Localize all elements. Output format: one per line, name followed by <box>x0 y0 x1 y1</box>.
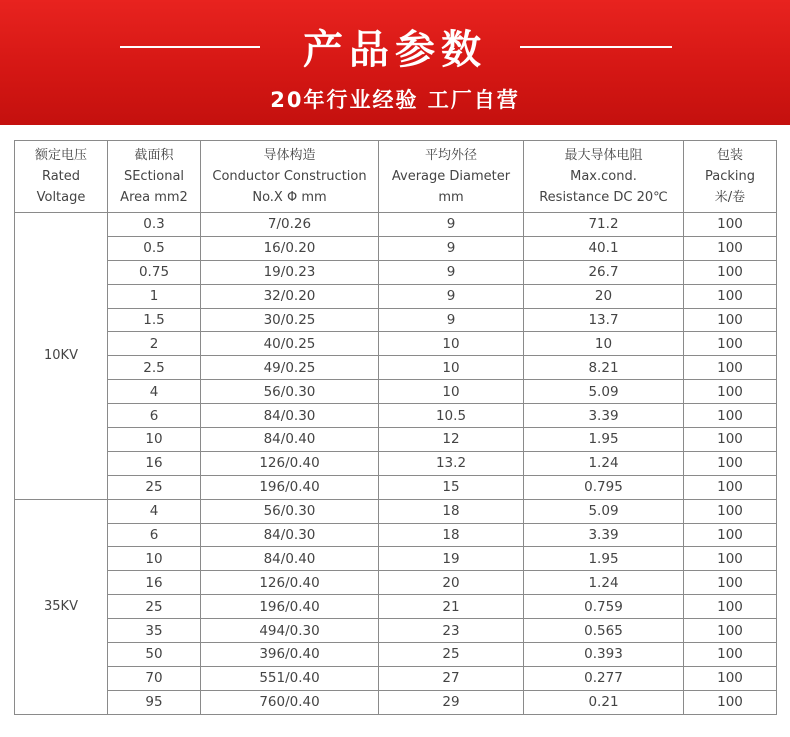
cell-sectional-area: 1 <box>108 284 201 308</box>
table-row <box>15 356 777 380</box>
cell-max-resistance: 1.95 <box>524 428 684 452</box>
cell-max-resistance: 1.24 <box>524 571 684 595</box>
cell-packing: 100 <box>684 547 777 571</box>
table-row <box>15 236 777 260</box>
cell-average-diameter: 19 <box>379 547 524 571</box>
cell-conductor-construction: 196/0.40 <box>201 475 379 499</box>
cell-average-diameter: 9 <box>379 284 524 308</box>
cell-sectional-area: 6 <box>108 404 201 428</box>
cell-max-resistance: 71.2 <box>524 213 684 237</box>
cell-sectional-area: 0.3 <box>108 213 201 237</box>
header-label-en: Packing <box>704 169 755 184</box>
header-label-zh: 包装 <box>716 148 743 163</box>
header-banner <box>0 0 790 125</box>
cell-average-diameter: 21 <box>379 595 524 619</box>
cell-sectional-area: 2.5 <box>108 356 201 380</box>
cell-average-diameter: 20 <box>379 571 524 595</box>
cell-sectional-area: 95 <box>108 690 201 714</box>
header-label-en: Conductor Construction <box>212 169 367 184</box>
cell-max-resistance: 1.24 <box>524 451 684 475</box>
cell-max-resistance: 0.277 <box>524 666 684 690</box>
table-row <box>15 595 777 619</box>
cell-max-resistance: 8.21 <box>524 356 684 380</box>
cell-packing: 100 <box>684 690 777 714</box>
table-row <box>15 308 777 332</box>
cell-sectional-area: 50 <box>108 643 201 667</box>
header-label-en: mm <box>438 190 464 205</box>
cell-average-diameter: 25 <box>379 643 524 667</box>
cell-rated-voltage: 35KV <box>15 499 108 714</box>
cell-average-diameter: 10 <box>379 332 524 356</box>
cell-average-diameter: 9 <box>379 236 524 260</box>
cell-average-diameter: 27 <box>379 666 524 690</box>
table-row <box>15 666 777 690</box>
cell-average-diameter: 9 <box>379 213 524 237</box>
cell-conductor-construction: 56/0.30 <box>201 499 379 523</box>
cell-conductor-construction: 16/0.20 <box>201 236 379 260</box>
header-label-zh: 导体构造 <box>263 148 316 163</box>
cell-packing: 100 <box>684 284 777 308</box>
header-label-en: 米/卷 <box>714 190 746 205</box>
table-row <box>15 475 777 499</box>
cell-max-resistance: 5.09 <box>524 380 684 404</box>
cell-average-diameter: 18 <box>379 523 524 547</box>
header-label-zh: 额定电压 <box>34 148 87 163</box>
cell-sectional-area: 16 <box>108 451 201 475</box>
header-label-en: SEctional <box>123 169 185 184</box>
cell-max-resistance: 10 <box>524 332 684 356</box>
cell-conductor-construction: 49/0.25 <box>201 356 379 380</box>
cell-max-resistance: 0.565 <box>524 619 684 643</box>
cell-average-diameter: 15 <box>379 475 524 499</box>
cell-conductor-construction: 84/0.30 <box>201 404 379 428</box>
header-label-en: Voltage <box>36 190 86 205</box>
cell-conductor-construction: 30/0.25 <box>201 308 379 332</box>
cell-packing: 100 <box>684 404 777 428</box>
cell-conductor-construction: 19/0.23 <box>201 260 379 284</box>
cell-average-diameter: 9 <box>379 308 524 332</box>
cell-packing: 100 <box>684 499 777 523</box>
table-row <box>15 404 777 428</box>
cell-packing: 100 <box>684 595 777 619</box>
table-row <box>15 523 777 547</box>
cell-sectional-area: 6 <box>108 523 201 547</box>
cell-conductor-construction: 126/0.40 <box>201 571 379 595</box>
table-row <box>15 213 777 237</box>
page-subtitle: 20年行业经验 工厂自营 <box>270 88 520 112</box>
cell-max-resistance: 26.7 <box>524 260 684 284</box>
cell-max-resistance: 0.759 <box>524 595 684 619</box>
cell-packing: 100 <box>684 236 777 260</box>
header-average-diameter <box>379 141 524 213</box>
table-row <box>15 284 777 308</box>
cell-average-diameter: 10 <box>379 356 524 380</box>
cell-packing: 100 <box>684 332 777 356</box>
cell-sectional-area: 70 <box>108 666 201 690</box>
cell-sectional-area: 2 <box>108 332 201 356</box>
cell-max-resistance: 13.7 <box>524 308 684 332</box>
cell-sectional-area: 25 <box>108 475 201 499</box>
cell-conductor-construction: 84/0.40 <box>201 547 379 571</box>
cell-conductor-construction: 760/0.40 <box>201 690 379 714</box>
cell-max-resistance: 0.795 <box>524 475 684 499</box>
header-label-zh: 最大导体电阻 <box>564 148 643 163</box>
table-row <box>15 428 777 452</box>
cell-sectional-area: 10 <box>108 547 201 571</box>
cell-average-diameter: 29 <box>379 690 524 714</box>
cell-packing: 100 <box>684 523 777 547</box>
cell-max-resistance: 3.39 <box>524 523 684 547</box>
cell-conductor-construction: 7/0.26 <box>201 213 379 237</box>
cell-max-resistance: 0.393 <box>524 643 684 667</box>
table-row <box>15 690 777 714</box>
header-max-resistance <box>524 141 684 213</box>
header-label-en: Average Diameter <box>391 169 511 184</box>
cell-sectional-area: 10 <box>108 428 201 452</box>
table-body <box>15 213 777 715</box>
table-row <box>15 499 777 523</box>
cell-average-diameter: 18 <box>379 499 524 523</box>
table-row <box>15 260 777 284</box>
banner-divider-right <box>520 46 672 48</box>
cell-average-diameter: 12 <box>379 428 524 452</box>
cell-max-resistance: 40.1 <box>524 236 684 260</box>
cell-conductor-construction: 551/0.40 <box>201 666 379 690</box>
header-label-en: No.X Φ mm <box>252 190 327 205</box>
header-label-en: Max.cond. <box>570 169 637 184</box>
cell-packing: 100 <box>684 475 777 499</box>
product-spec-table <box>14 140 777 715</box>
table-row <box>15 547 777 571</box>
header-label-zh: 截面积 <box>134 148 174 163</box>
cell-packing: 100 <box>684 260 777 284</box>
table-row <box>15 571 777 595</box>
cell-packing: 100 <box>684 643 777 667</box>
cell-rated-voltage: 10KV <box>15 213 108 500</box>
cell-conductor-construction: 56/0.30 <box>201 380 379 404</box>
table-row <box>15 380 777 404</box>
cell-average-diameter: 13.2 <box>379 451 524 475</box>
cell-packing: 100 <box>684 451 777 475</box>
header-packing <box>684 141 777 213</box>
cell-max-resistance: 5.09 <box>524 499 684 523</box>
cell-packing: 100 <box>684 666 777 690</box>
cell-sectional-area: 0.5 <box>108 236 201 260</box>
table-row <box>15 451 777 475</box>
cell-sectional-area: 35 <box>108 619 201 643</box>
cell-conductor-construction: 494/0.30 <box>201 619 379 643</box>
cell-conductor-construction: 196/0.40 <box>201 595 379 619</box>
header-conductor-construction <box>201 141 379 213</box>
cell-average-diameter: 10 <box>379 380 524 404</box>
table-header-row <box>15 141 777 213</box>
cell-conductor-construction: 396/0.40 <box>201 643 379 667</box>
cell-conductor-construction: 84/0.40 <box>201 428 379 452</box>
cell-conductor-construction: 32/0.20 <box>201 284 379 308</box>
cell-sectional-area: 4 <box>108 380 201 404</box>
header-label-en: Area mm2 <box>120 190 188 205</box>
header-rated-voltage <box>15 141 108 213</box>
cell-conductor-construction: 84/0.30 <box>201 523 379 547</box>
cell-sectional-area: 25 <box>108 595 201 619</box>
page-title: 产品参数 <box>303 27 487 73</box>
cell-sectional-area: 1.5 <box>108 308 201 332</box>
cell-packing: 100 <box>684 356 777 380</box>
cell-sectional-area: 4 <box>108 499 201 523</box>
cell-sectional-area: 16 <box>108 571 201 595</box>
cell-average-diameter: 23 <box>379 619 524 643</box>
cell-conductor-construction: 126/0.40 <box>201 451 379 475</box>
table-row <box>15 643 777 667</box>
header-label-zh: 平均外径 <box>424 148 477 163</box>
table-row <box>15 332 777 356</box>
cell-max-resistance: 3.39 <box>524 404 684 428</box>
cell-packing: 100 <box>684 619 777 643</box>
cell-average-diameter: 9 <box>379 260 524 284</box>
cell-average-diameter: 10.5 <box>379 404 524 428</box>
cell-packing: 100 <box>684 428 777 452</box>
cell-packing: 100 <box>684 571 777 595</box>
cell-max-resistance: 0.21 <box>524 690 684 714</box>
header-label-en: Resistance DC 20℃ <box>539 190 668 205</box>
cell-packing: 100 <box>684 380 777 404</box>
cell-max-resistance: 20 <box>524 284 684 308</box>
cell-sectional-area: 0.75 <box>108 260 201 284</box>
cell-packing: 100 <box>684 213 777 237</box>
header-sectional-area <box>108 141 201 213</box>
cell-conductor-construction: 40/0.25 <box>201 332 379 356</box>
table-row <box>15 619 777 643</box>
header-label-en: Rated <box>41 169 81 184</box>
cell-packing: 100 <box>684 308 777 332</box>
cell-max-resistance: 1.95 <box>524 547 684 571</box>
